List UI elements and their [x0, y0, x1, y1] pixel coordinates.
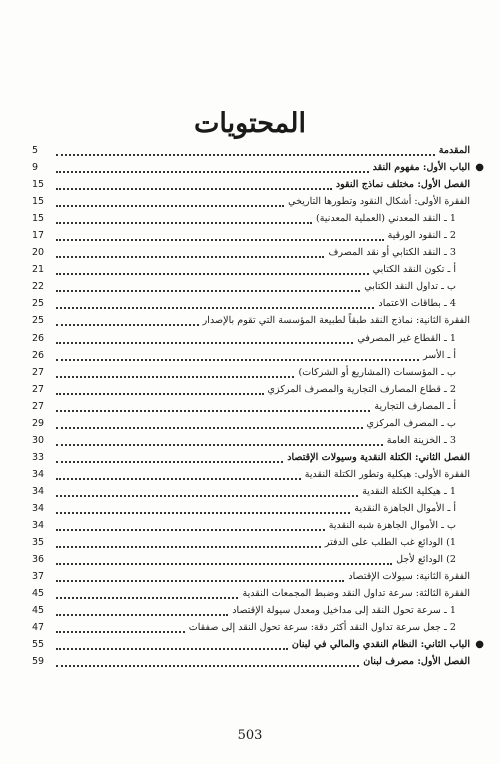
bullet-icon: ●: [475, 639, 484, 651]
toc-entry-page: 34: [32, 520, 45, 532]
toc-entry-title: 2 ـ جعل سرعة تداول النقد أكثر دقة: سرعة تحول النقد إلى صفقات: [188, 622, 456, 634]
toc-entry-title: الفقرة الأولى: هيكلية وتطور الكتلة النقدية: [304, 468, 470, 480]
toc-entry-title: 1 ـ هيكلية الكتلة النقدية: [362, 485, 456, 497]
toc-entry-title: الفقرة الثانية: نماذج النقد طبقاً لطبيعة المؤسسة التي تقوم بالإصدار: [202, 315, 470, 327]
toc-entry-title: ب ـ الأموال الجاهزة شبه النقدية: [328, 520, 456, 532]
toc-entry-title: 1) الودائع غب الطلب على الدفتر: [324, 537, 456, 549]
toc-entry-title: 3 ـ النقد الكتابي أو نقد المصرف: [328, 247, 456, 259]
toc-entry-page: 15: [32, 213, 45, 225]
toc-entry: [32, 653, 470, 670]
toc-entry-title: أ ـ المصارف التجارية: [374, 400, 456, 412]
toc-entry-page: 9: [32, 162, 39, 174]
toc-entry-title: الفصل الأول: مصرف لبنان: [363, 656, 470, 668]
toc-entry-page: 37: [32, 571, 45, 583]
toc-entry-title: ب ـ تداول النقد الكتابي: [364, 281, 456, 293]
toc-entry-page: 27: [32, 400, 45, 412]
page-number: 503: [237, 728, 263, 743]
toc-entry-title: ب ـ المصرف المركزي: [366, 417, 456, 429]
toc-entry-page: 27: [32, 366, 45, 378]
toc-entry-page: 34: [32, 485, 45, 497]
toc-entry-page: 22: [32, 281, 45, 293]
toc-entry-page: 55: [32, 639, 45, 651]
toc-entry-page: 29: [32, 417, 45, 429]
toc-entry-title: 1 ـ القطاع غير المصرفي: [357, 332, 456, 344]
toc-entry-title: 2 ـ قطاع المصارف التجارية والمصرف المركزي: [267, 383, 456, 395]
toc-entry-title: أ ـ تكون النقد الكتابي: [372, 264, 456, 276]
toc-entry-page: 59: [32, 656, 45, 668]
toc-entry-title: الفصل الثاني: الكتلة النقدية وسيولات الإقتصاد: [287, 451, 470, 463]
toc-entry-page: 36: [32, 554, 45, 566]
table-of-contents: [32, 142, 484, 670]
toc-entry-title: 1 ـ سرعة تحول النقد إلى مداخيل ومعدل سيولة الإقتصاد: [232, 605, 456, 617]
toc-entry-title: الفصل الأول: مختلف نماذج النقود: [335, 179, 470, 191]
toc-entry-page: 26: [32, 349, 45, 361]
toc-entry-page: 45: [32, 605, 45, 617]
toc-entry-title: الباب الثاني: النظام النقدي والمالي في لبنان: [291, 639, 470, 651]
toc-entry-page: 20: [32, 247, 45, 259]
toc-entry-title: 2 ـ النقود الورقية: [387, 230, 456, 242]
bullet-icon: ●: [475, 162, 484, 174]
toc-entry-title: الفقرة الثانية: سيولات الإقتصاد: [348, 571, 470, 583]
toc-entry-title: 1 ـ النقد المعدني (العملية المعدنية): [316, 213, 456, 225]
toc-entry-title: أ ـ الأسر: [422, 349, 456, 361]
toc-entry-page: 30: [32, 434, 45, 446]
toc-entry-page: 34: [32, 502, 45, 514]
toc-entry-title: 4 ـ بطاقات الاعتماد: [378, 298, 456, 310]
dot-leader: [56, 648, 359, 667]
toc-entry-page: 25: [32, 298, 45, 310]
page-title: المحتويات: [193, 108, 307, 139]
toc-entry-title: ب ـ المؤسسات (المشاريع أو الشركات): [298, 366, 456, 378]
toc-entry-title: المقدمة: [438, 145, 470, 156]
toc-entry-title: 3 ـ الخزينة العامة: [386, 434, 456, 446]
toc-entry-page: 27: [32, 383, 45, 395]
toc-entry-page: 15: [32, 196, 45, 208]
toc-entry-page: 26: [32, 332, 45, 344]
toc-entry-page: 34: [32, 468, 45, 480]
toc-entry-page: 5: [32, 145, 39, 156]
toc-entry-title: الباب الأول: مفهوم النقد: [372, 162, 470, 174]
toc-entry-title: الفقرة الأولى: أشكال النقود وتطورها التاريخي: [288, 196, 470, 208]
toc-entry-page: 15: [32, 179, 45, 191]
toc-entry-page: 35: [32, 537, 45, 549]
toc-entry-page: 45: [32, 588, 45, 600]
toc-entry-page: 47: [32, 622, 45, 634]
toc-entry-title: 2) الودائع لأجل: [396, 554, 456, 566]
toc-entry-title: الفقرة الثالثة: سرعة تداول النقد وضبط المجمعات النقدية: [242, 588, 470, 600]
toc-entry-title: أ ـ الأموال الجاهزة النقدية: [354, 502, 456, 514]
toc-entry-page: 17: [32, 230, 45, 242]
toc-entry-page: 21: [32, 264, 45, 276]
toc-entry-page: 25: [32, 315, 45, 327]
toc-entry-page: 33: [32, 451, 45, 463]
